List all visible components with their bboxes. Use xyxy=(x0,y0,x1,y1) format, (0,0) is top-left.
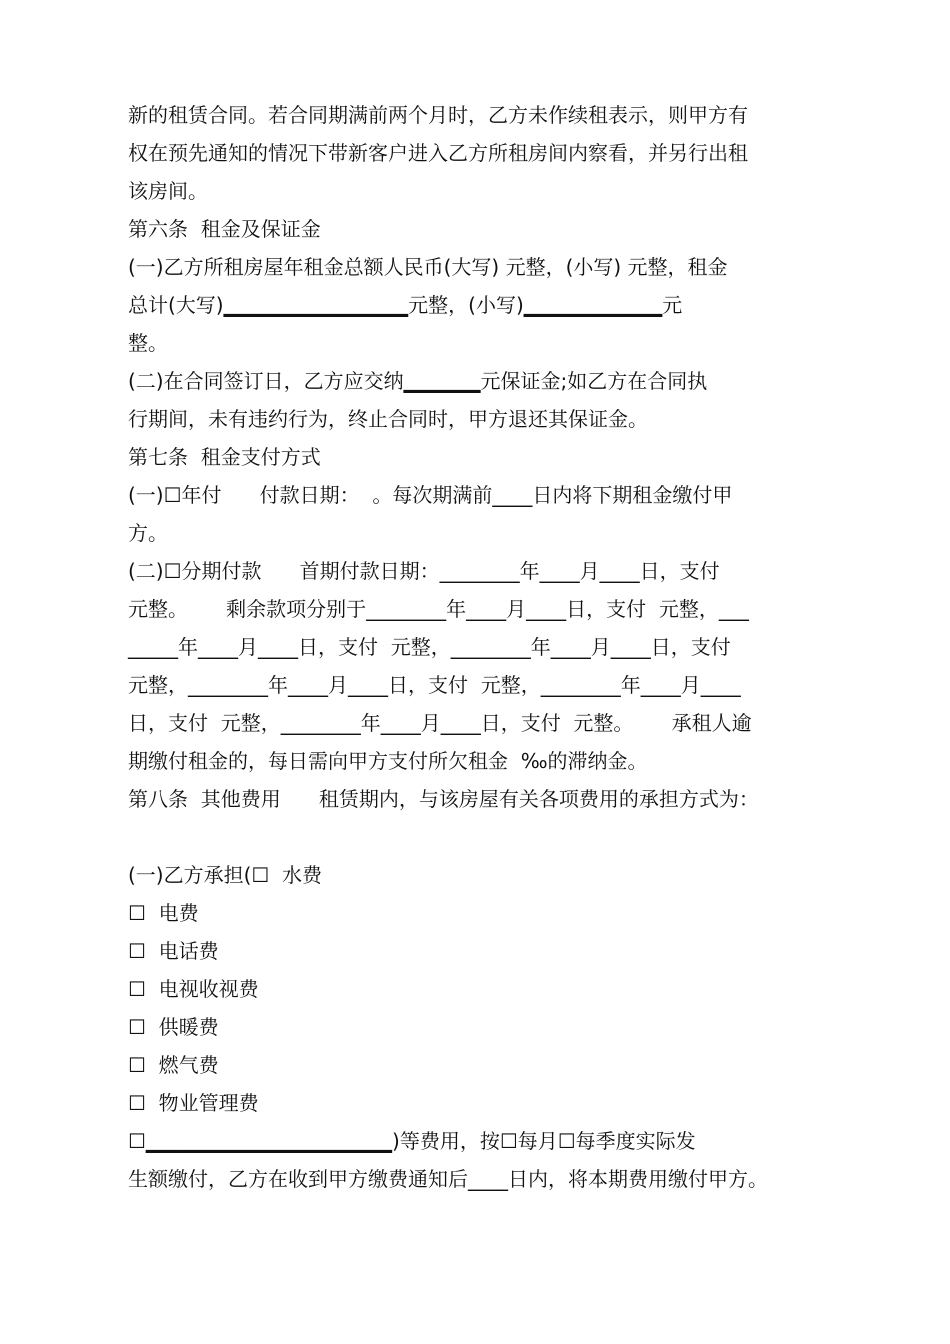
text-line: (二)☐分期付款 首期付款日期：________年____月____日，支付 xyxy=(128,559,720,583)
text-line: ☐ 供暖费 xyxy=(128,1015,219,1039)
text-line: 期缴付租金的，每日需向甲方支付所欠租金 ‰的滞纳金。 xyxy=(128,749,648,773)
text-line: 元整。 剩余款项分别于________年____月____日，支付 元整，___ xyxy=(128,597,749,621)
text-line: ☐ 电视收视费 xyxy=(128,977,259,1001)
text-line: (二)在合同签订日，乙方应交纳▁▁▁▁▁元保证金;如乙方在合同执 xyxy=(128,369,708,393)
text-line: 方。 xyxy=(128,521,168,545)
text-line: 第六条 租金及保证金 xyxy=(128,217,321,241)
text-line: ☐ 物业管理费 xyxy=(128,1091,259,1115)
text-line: 元整，________年____月____日，支付 元整，________年____月____ xyxy=(128,673,741,697)
text-line: 第七条 租金支付方式 xyxy=(128,445,321,469)
text-line: (一)乙方承担(☐ 水费 xyxy=(128,863,323,887)
text-line: ☐ 电费 xyxy=(128,901,199,925)
text-line: 整。 xyxy=(128,331,168,355)
text-line: 日，支付 元整，________年____月____日，支付 元整。 承租人逾 xyxy=(128,711,752,735)
text-line: 生额缴付，乙方在收到甲方缴费通知后____日内，将本期费用缴付甲方。 xyxy=(128,1167,768,1191)
text-line: 总计(大写)▁▁▁▁▁▁▁▁▁▁▁▁元整，(小写)▁▁▁▁▁▁▁▁▁元 xyxy=(128,293,683,317)
text-line: 权在预先通知的情况下带新客户进入乙方所租房间内察看，并另行出租 xyxy=(128,141,748,165)
blank-line xyxy=(128,818,828,856)
text-line: 该房间。 xyxy=(128,179,208,203)
text-line: (一)☐年付 付款日期： 。每次期满前____日内将下期租金缴付甲 xyxy=(128,483,733,507)
text-line: ☐ 电话费 xyxy=(128,939,219,963)
text-line: ☐ 燃气费 xyxy=(128,1053,219,1077)
text-line: 第八条 其他费用 租赁期内，与该房屋有关各项费用的承担方式为： xyxy=(128,787,759,811)
text-line: ☐▁▁▁▁▁▁▁▁▁▁▁▁▁▁▁▁)等费用，按☐每月☐每季度实际发 xyxy=(128,1129,696,1153)
text-line: 行期间，未有违约行为，终止合同时，甲方退还其保证金。 xyxy=(128,407,648,431)
text-line: 新的租赁合同。若合同期满前两个月时，乙方未作续租表示，则甲方有 xyxy=(128,103,748,127)
text-line: (一)乙方所租房屋年租金总额人民币(大写) 元整，(小写) 元整，租金 xyxy=(128,255,728,279)
document-body xyxy=(128,96,828,1198)
text-line: _____年____月____日，支付 元整，________年____月____日，支付 xyxy=(128,635,731,659)
